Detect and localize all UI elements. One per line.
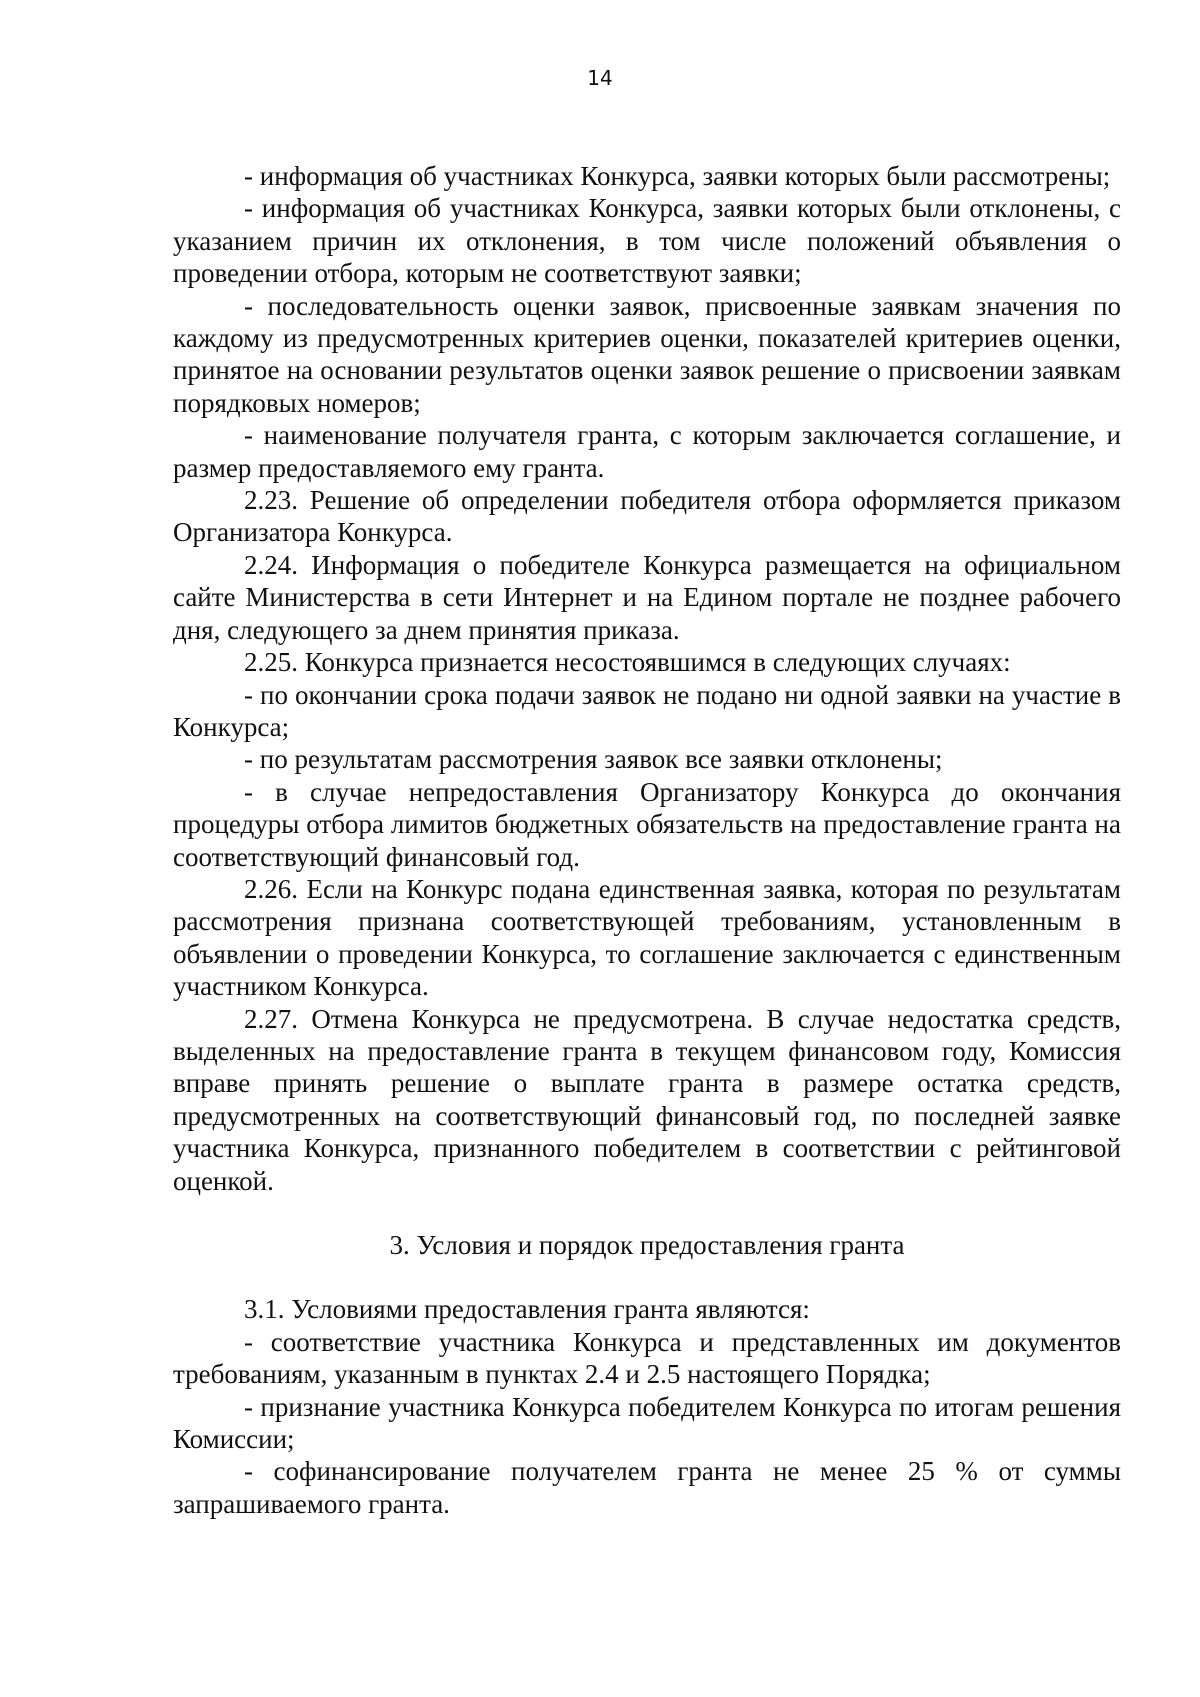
paragraph: 3.1. Условиями предоставления гранта являются: (244, 1294, 810, 1325)
paragraph: - последовательность оценки заявок, присвоенные заявкам значения по каждому из предусмотренных критериев оценки, показателей критериев оценки, принятое на основании результатов оценки заявок решение о присвоении заявкам порядковых номеров; (173, 290, 1121, 418)
paragraph: 2.25. Конкурса признается несостоявшимся в следующих случаях: (244, 647, 1011, 678)
section-heading: 3. Условия и порядок предоставления гранта (389, 1230, 905, 1260)
paragraph: 2.26. Если на Конкурс подана единственная заявка, которая по результатам рассмотрения признана соответствующей требованиям, установленным в объявлении о проведении Конкурса, то соглашение заключается с единственным участником Конкурса. (173, 873, 1121, 1002)
paragraph: - признание участника Конкурса победителем Конкурса по итогам решения Комиссии; (173, 1391, 1121, 1455)
paragraph: - информация об участниках Конкурса, заявки которых были рассмотрены; (244, 161, 1111, 191)
paragraph: - по результатам рассмотрения заявок все заявки отклонены; (244, 744, 943, 775)
paragraph: 2.23. Решение об определении победителя отбора оформляется приказом Организатора Конкурса. (173, 485, 1121, 548)
paragraph: - соответствие участника Конкурса и представленных им документов требованиям, указанным в пунктах 2.4 и 2.5 настоящего Порядка; (173, 1326, 1121, 1390)
paragraph: - по окончании срока подачи заявок не подано ни одной заявки на участие в Конкурса; (173, 679, 1121, 742)
paragraph: - софинансирование получателем гранта не менее 25 % от суммы запрашиваемого гранта. (173, 1456, 1121, 1519)
paragraph: - наименование получателя гранта, с которым заключается соглашение, и размер предоставляемого ему гранта. (173, 420, 1121, 483)
page-number: 14 (587, 66, 613, 90)
document-body (173, 160, 1121, 1520)
paragraph: - информация об участниках Конкурса, заявки которых были отклонены, с указанием причин их отклонения, в том числе положений объявления о проведении отбора, которым не соответствуют заявки; (173, 193, 1121, 289)
paragraph: 2.27. Отмена Конкурса не предусмотрена. В случае недостатка средств, выделенных на предоставление гранта в текущем финансовом году, Комиссия вправе принять решение о выплате гранта в размере остатка средств, предусмотренных на соответствующий финансовый год, по последней заявке участника Конкурса, признанного победителем в соответствии с рейтинговой оценкой. (173, 1003, 1121, 1196)
paragraph: 2.24. Информация о победителе Конкурса размещается на официальном сайте Министерства в сети Интернет и на Едином портале не позднее рабочего дня, следующего за днем принятия приказа. (173, 549, 1121, 645)
paragraph: - в случае непредоставления Организатору Конкурса до окончания процедуры отбора лимитов бюджетных обязательств на предоставление гранта на соответствующий финансовый год. (173, 776, 1121, 872)
